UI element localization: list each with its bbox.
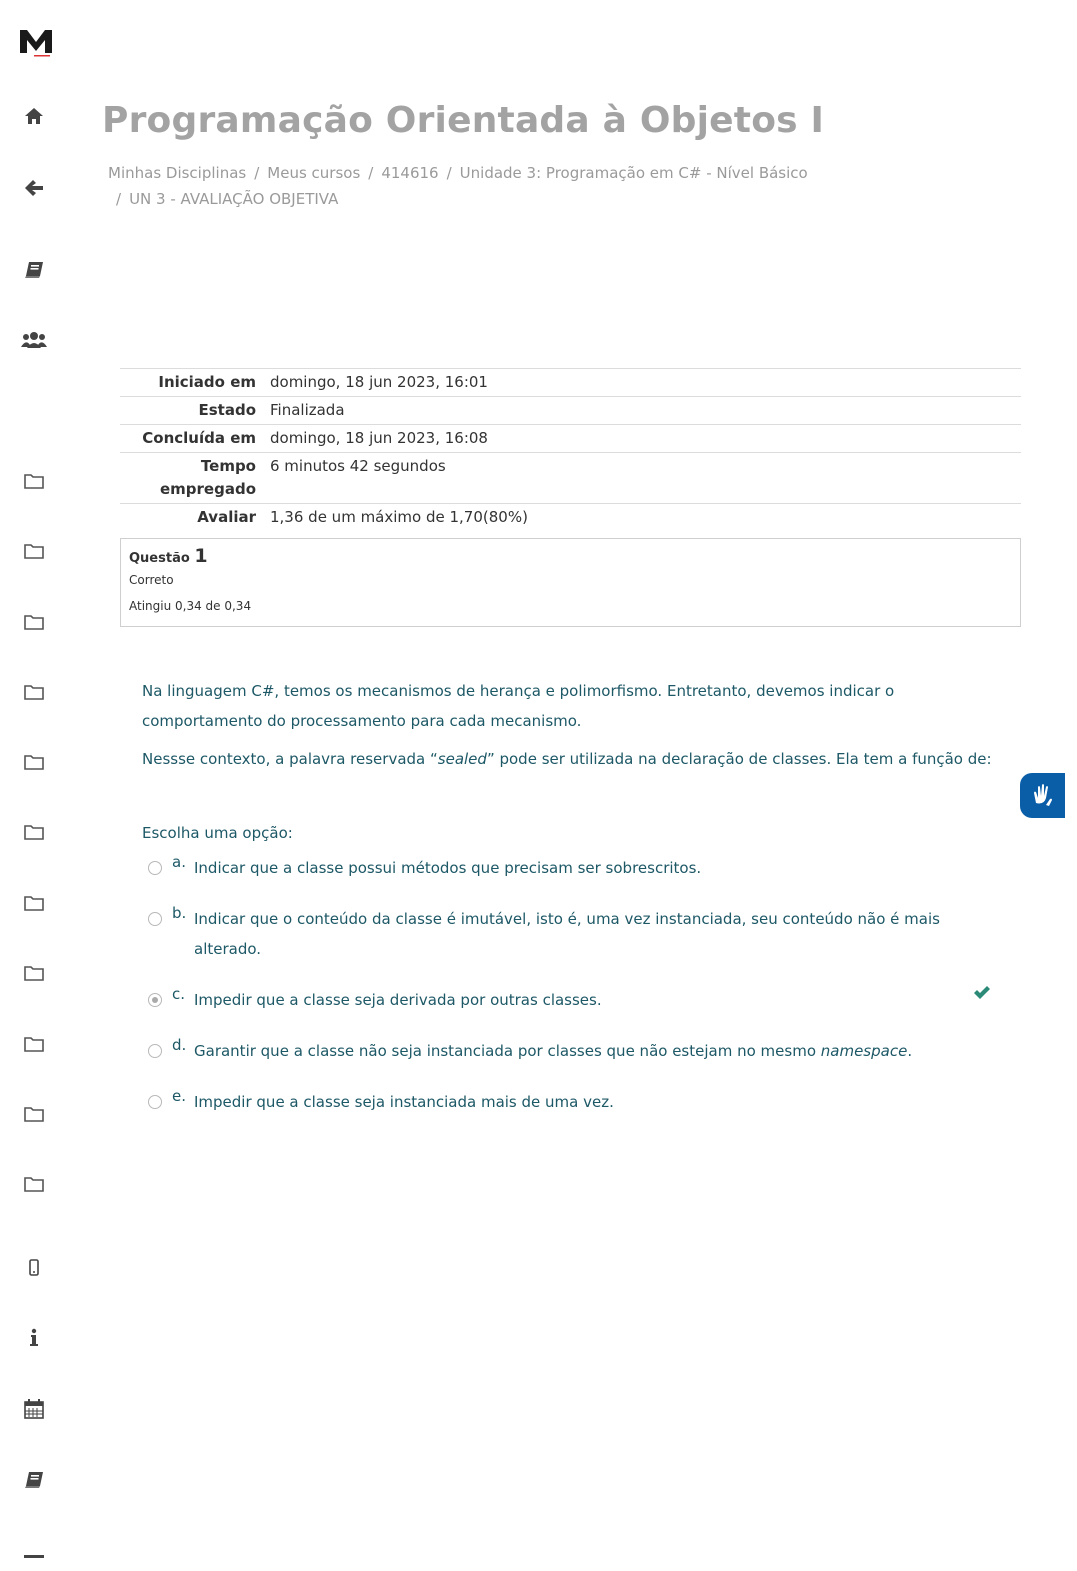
answer-option[interactable] (148, 1087, 948, 1117)
question-grade: Atingiu 0,34 de 0,34 (129, 599, 252, 613)
answer-option[interactable] (148, 904, 948, 964)
radio-button[interactable] (148, 1044, 162, 1058)
breadcrumb-item[interactable]: 414616 (381, 164, 439, 182)
breadcrumb (108, 160, 868, 212)
folder-icon[interactable] (20, 680, 48, 704)
breadcrumb-item[interactable]: UN 3 - AVALIAÇÃO OBJETIVA (129, 190, 339, 208)
breadcrumb-item[interactable]: Unidade 3: Programação em C# - Nível Básico (459, 164, 808, 182)
summary-value: Finalizada (270, 401, 345, 419)
answer-option[interactable] (148, 1036, 948, 1066)
breadcrumb-separator: / (116, 190, 122, 208)
radio-button[interactable] (148, 1095, 162, 1109)
option-letter: a. (172, 853, 186, 871)
keyword-emphasis: namespace (820, 1042, 908, 1060)
folder-icon[interactable] (20, 891, 48, 915)
radio-button-selected[interactable] (148, 993, 162, 1007)
book-icon[interactable] (20, 1468, 48, 1492)
breadcrumb-item[interactable]: Meus cursos (267, 164, 361, 182)
folder-icon[interactable] (20, 469, 48, 493)
attempt-summary-table (120, 368, 1021, 531)
home-icon[interactable] (20, 104, 48, 128)
summary-value: 1,36 de um máximo de 1,70(80%) (270, 508, 528, 526)
calendar-icon[interactable] (20, 1397, 48, 1421)
question-state: Correto (129, 573, 174, 587)
question-text (142, 676, 1002, 782)
question-info-box (120, 538, 1021, 627)
table-row (120, 453, 1021, 504)
question-paragraph: Na linguagem C#, temos os mecanismos de herança e polimorfismo. Entretanto, devemos indicar o comportamento do processamento para cada mecanismo. (142, 682, 895, 730)
summary-value: domingo, 18 jun 2023, 16:01 (270, 373, 488, 391)
text-span: Garantir que a classe não seja instanciada por classes que não estejam no mesmo (194, 1042, 821, 1060)
folder-icon[interactable] (20, 539, 48, 563)
correct-check-icon (973, 985, 991, 1005)
table-row (120, 504, 1021, 532)
radio-button[interactable] (148, 912, 162, 926)
option-text: Indicar que a classe possui métodos que precisam ser sobrescritos. (194, 859, 702, 877)
info-icon[interactable] (20, 1326, 48, 1350)
folder-icon[interactable] (20, 1102, 48, 1126)
text-span: ” pode ser utilizada na declaração de classes. Ela tem a função de: (486, 750, 992, 768)
summary-label: Avaliar (197, 508, 256, 526)
text-span: . (907, 1042, 913, 1060)
breadcrumb-separator: / (254, 164, 260, 182)
users-icon[interactable] (20, 328, 48, 352)
question-number (129, 545, 1012, 567)
folder-icon[interactable] (20, 961, 48, 985)
option-letter: e. (172, 1087, 186, 1105)
radio-button[interactable] (148, 861, 162, 875)
option-letter: c. (172, 985, 186, 1003)
hands-icon (1028, 781, 1058, 811)
answer-option[interactable] (148, 985, 948, 1015)
question-label: Questão (129, 551, 190, 566)
folder-icon[interactable] (20, 750, 48, 774)
breadcrumb-separator: / (446, 164, 452, 182)
question-number-value: 1 (194, 545, 208, 567)
folder-icon[interactable] (20, 1172, 48, 1196)
sidebar (0, 0, 70, 1571)
option-letter: b. (172, 904, 187, 922)
answer-option[interactable] (148, 853, 948, 883)
breadcrumb-item[interactable]: Minhas Disciplinas (108, 164, 247, 182)
summary-value: 6 minutos 42 segundos (270, 457, 446, 475)
summary-label: Concluída em (142, 429, 256, 447)
folder-icon[interactable] (20, 610, 48, 634)
option-text: Indicar que o conteúdo da classe é imutável, isto é, uma vez instanciada, seu conteúdo não é mais alterado. (194, 910, 940, 958)
table-row (120, 369, 1021, 397)
site-logo[interactable] (18, 27, 54, 57)
back-arrow-icon[interactable] (20, 176, 48, 200)
mobile-icon[interactable] (20, 1256, 48, 1280)
option-text: Impedir que a classe seja instanciada mais de uma vez. (194, 1093, 614, 1111)
book-icon[interactable] (20, 258, 48, 282)
option-text (194, 1036, 912, 1066)
question-paragraph (142, 744, 1002, 774)
page-title: Programação Orientada à Objetos I (102, 100, 825, 141)
folder-icon[interactable] (20, 820, 48, 844)
choice-prompt: Escolha uma opção: (142, 824, 293, 842)
sign-language-accessibility-button[interactable] (1020, 773, 1065, 818)
table-row (120, 425, 1021, 453)
folder-icon[interactable] (20, 1032, 48, 1056)
breadcrumb-separator: / (368, 164, 374, 182)
option-text: Impedir que a classe seja derivada por outras classes. (194, 991, 602, 1009)
text-span: Nessse contexto, a palavra reservada “ (142, 750, 438, 768)
option-letter: d. (172, 1036, 187, 1054)
summary-label: Estado (198, 401, 256, 419)
summary-label: Iniciado em (158, 373, 256, 391)
summary-label: Tempo empregado (159, 457, 256, 498)
menu-bar-icon[interactable] (24, 1555, 44, 1558)
summary-value: domingo, 18 jun 2023, 16:08 (270, 429, 488, 447)
keyword-emphasis: sealed (437, 750, 487, 768)
table-row (120, 397, 1021, 425)
